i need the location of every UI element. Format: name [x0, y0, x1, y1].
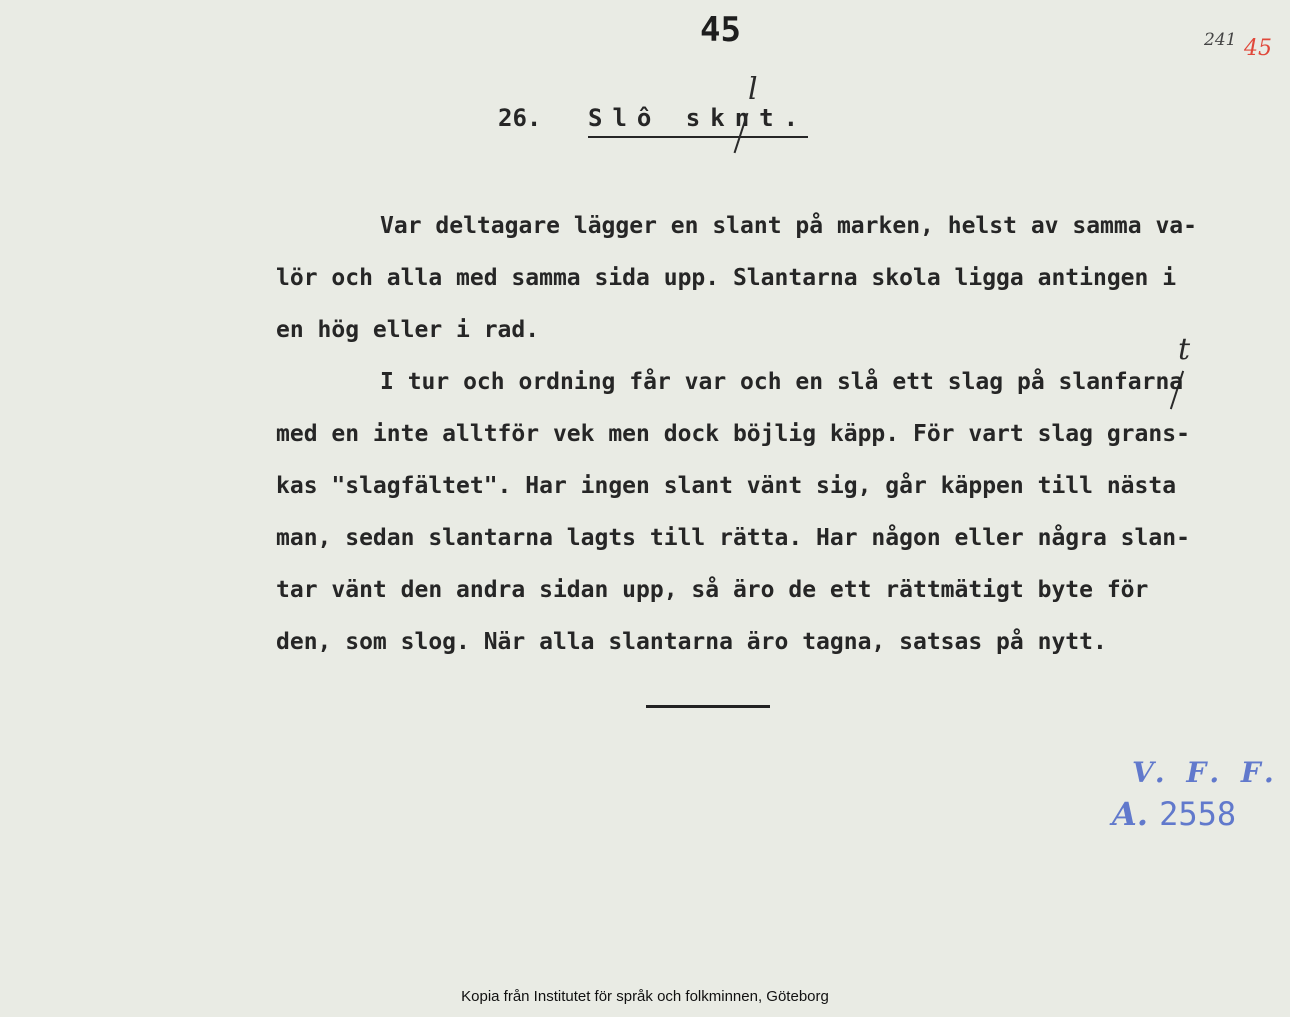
stamp-line-2: [1112, 795, 1280, 833]
text-line: man, sedan slantarna lagts till rätta. Har någon eller några slan-: [276, 525, 1190, 551]
text-line: kas "slagfältet". Har ingen slant vänt sig, går käppen till nästa: [276, 473, 1177, 499]
text-line: en hög eller i rad.: [276, 317, 540, 343]
section-end-rule: [646, 705, 770, 708]
stamp-line-1: V. F. F.: [1132, 756, 1280, 789]
text-line: tar vänt den andra sidan upp, så äro de ett rättmätigt byte för: [276, 577, 1149, 603]
title-correction: l: [748, 72, 758, 107]
heading-number: 26.: [498, 104, 542, 132]
margin-note-red: 45: [1244, 36, 1272, 61]
text-line: den, som slog. När alla slantarna äro tagna, satsas på nytt.: [276, 629, 1107, 655]
body-correction: t: [1178, 332, 1191, 367]
text-line: lör och alla med samma sida upp. Slantarna skola ligga antingen i: [276, 265, 1177, 291]
margin-note: 241: [1204, 30, 1237, 50]
text-line: med en inte alltför vek men dock böjlig käpp. För vart slag grans-: [276, 421, 1190, 447]
stamp-prefix: A.: [1112, 795, 1148, 833]
text-line: I tur och ordning får var och en slå ett slag på slanfarna: [380, 369, 1184, 395]
stamp-number: 2558: [1159, 795, 1237, 833]
archive-stamp: [1112, 756, 1280, 833]
footer-credit: Kopia från Institutet för språk och folkminnen, Göteborg: [461, 988, 829, 1005]
paragraph-2: [276, 362, 1266, 674]
text-line: Var deltagare lägger en slant på marken, helst av samma va-: [380, 213, 1197, 239]
heading-title: Slô sknt.: [588, 104, 808, 138]
paragraph-1: [276, 206, 1266, 362]
body-text: [276, 206, 1266, 674]
page-number: 45: [700, 10, 741, 50]
